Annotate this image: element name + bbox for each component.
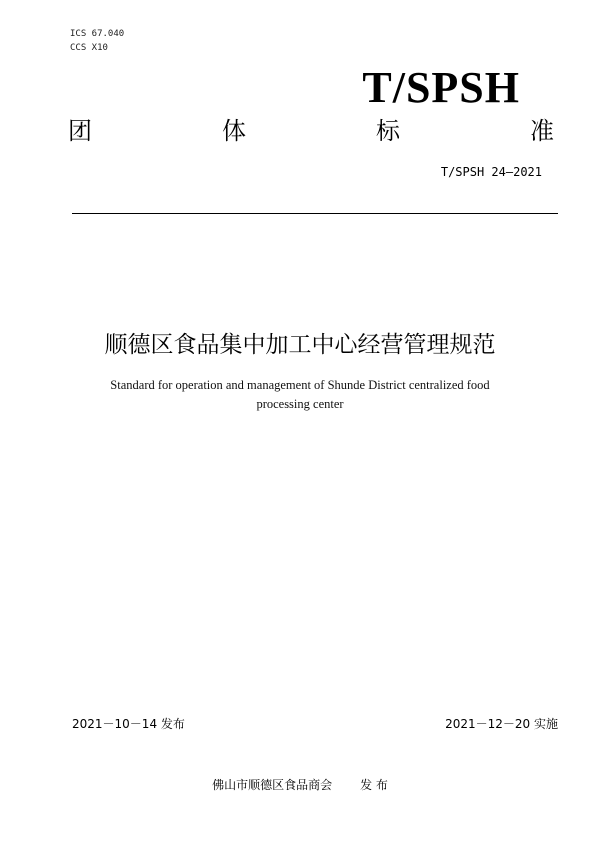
issuer-action: 发 布 <box>360 778 388 792</box>
standard-number: T/SPSH 24—2021 <box>440 165 542 179</box>
document-title-english <box>0 376 600 414</box>
standard-type-heading <box>68 116 554 146</box>
document-title-chinese: 顺德区食品集中加工中心经营管理规范 <box>104 332 496 358</box>
standard-type-char: 准 <box>530 117 554 145</box>
classification-codes <box>70 27 124 55</box>
ics-code: ICS 67.040 <box>70 29 125 39</box>
standard-type-char: 团 <box>68 117 92 145</box>
ccs-code: CCS X10 <box>70 43 108 53</box>
issuing-organization <box>0 777 600 793</box>
issue-date: 2021－10－14 发布 <box>72 717 185 731</box>
standard-type-char: 标 <box>376 117 400 145</box>
english-title-line: Standard for operation and management of Shunde District centralized food <box>110 378 490 392</box>
standard-brand-logo: T/SPSH <box>362 63 520 112</box>
english-title-line: processing center <box>256 397 344 411</box>
implementation-date: 2021－12－20 实施 <box>445 717 558 731</box>
header-divider <box>72 213 558 214</box>
issuer-name: 佛山市顺德区食品商会 <box>212 778 333 792</box>
standard-type-char: 体 <box>222 117 246 145</box>
